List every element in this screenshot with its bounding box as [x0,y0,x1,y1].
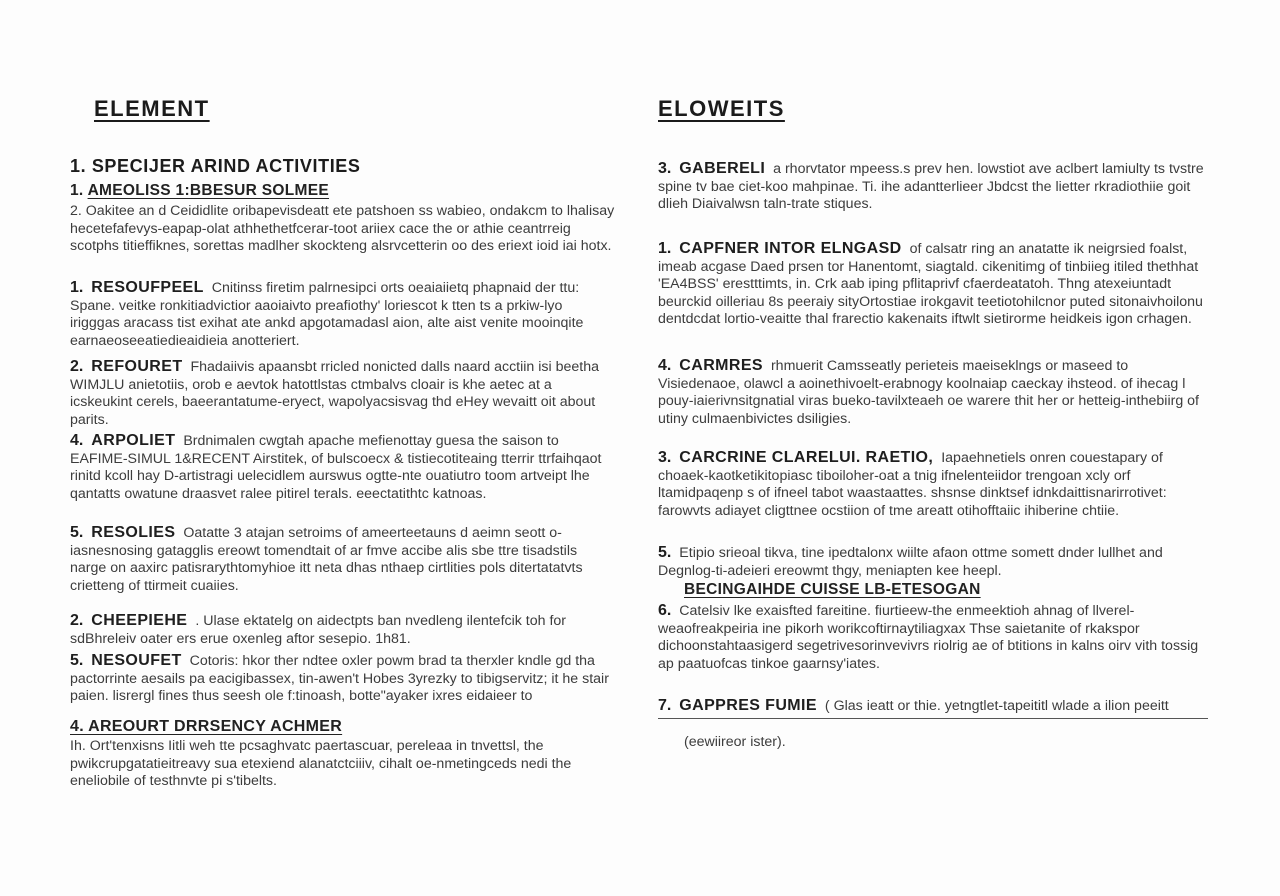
entry-text: Oatatte 3 atajan setroims of ameerteetauns d aeimn seott o-iasnesnosing gatagglis ereowt tomendtait of ar fmve accibe alis sbe ttre tisadstils narge on aaxirc patisrarythtomyhioe itt neta dhas nthaep cirtlities pols ditertatatvts crietteng of ttirmeit cuaiies. [70,525,583,594]
subsection-label: 4. AREOURT DRRSENCY ACHMER [70,718,343,735]
paragraph-entry [658,697,1208,719]
entry-number: 3. [658,449,672,466]
subsection-title [70,182,329,200]
entry-term: RESOLIES [91,524,176,541]
left-column-heading: ELEMENT [94,96,210,121]
subsection-number: 1. [70,182,84,199]
entry-text: rhmuerit Camsseatly perieteis maeiseklngs or maseed to Visiedenaoe, olawcl a aoinethivoelt-erabnogy koolnaiap caeckay ihsteod. of ihecag l pouy-iaierivnsitgnatial viras bueko-tavilxteaeh oe warere thit her or hetteig-inthebiirg of utiny culmaenbivictes dsiligies. [658,358,1199,427]
entry-term: CHEEPIEHE [91,612,188,629]
paragraph-entry [70,524,615,595]
entry-number: 4. [70,432,84,449]
entry-text: 2. Oakitee an d Ceididlite oribapevisdeatt ete patshoen ss wabieo, ondakcm to lhalisay hecetefafevys-eapap-olat athhethetfcerar-toot ariiex cace the or athie ceantrreig scotphs titieffiknes, sorettas madlher skockteng alsrvcetterin oo des eriext ioid iai hotx. [70,203,615,255]
entry-term: RESOUFPEEL [91,279,204,296]
paragraph-entry [70,612,615,648]
entry-text: Cotoris: hkor ther ndtee oxler powm brad ta therxler kndle gd tha pactorrinte aesails pa eacigibassex, tin-awen't Hobes 3yrezky to tibigservitz; it he stair paien. lisrergl fines thus seesh ole f:tinoash, botte"ayaker ixres eidaieer to [70,653,609,705]
entry-number: 1. [658,240,672,257]
entry-term: GABERELI [679,160,766,177]
entry-text: Iapaehnetiels onren couestapary of choaek-kaotketikitopiasc tiboiloher-oat a tnig ifnelenteiidor trengoan xcly orf ltamidpaqenp s of ifneel tabot waastaattes. shsnse dinktsef idnkdaittisnarirrotivet: farowvts adiayet cligttnee ocstiion of tme areatt otihofftaiic ihiberine chtiie. [658,450,1167,519]
subsection-label: AMEOLISS 1:BBESUR SOLMEE [87,182,330,199]
entry-number: 6. [658,602,672,619]
entry-number: 5. [658,544,672,561]
entry-text: Ih. Ort'tenxisns Iitli weh tte pcsaghvatc paertascuar, pereleaa in tnvettsl, the pwikcrupgatatieitreavy sua etexiend alanatctciiiv, cihalt oe-nmetingceds nedi the eneliobile of testhnvte pi s'tibelts. [70,738,572,790]
paragraph-entry [658,449,1208,520]
paragraph-entry [70,203,615,256]
entry-number: 2. [70,612,84,629]
entry-number: 2. [70,358,84,375]
entry-number: 1. [70,279,84,296]
right-column-heading: ELOWEITS [658,96,785,121]
entry-text: Catelsiv lke exaisfted fareitine. fiurtieew-the enmeektioh ahnag of llverel-weaofreakpeiria ine pikorh worikcoftirnaytiliagxax Thse saietanite of rkakspor dichoonstahtaasigerd segetrivesorinvevivrs riolrig ae of btitions in kalns oirv vith tossig ap paatuofcas tinkoe gaarnsy'iates. [658,603,1199,672]
paragraph-entry [658,544,1208,580]
subsection-title [684,581,981,599]
paragraph-entry [70,279,615,350]
entry-term: CARCRINE CLARELUI. RAETIO, [679,449,934,466]
paragraph-entry [70,652,615,706]
paragraph-entry [658,357,1208,428]
entry-term: REFOURET [91,358,183,375]
paragraph-entry [658,240,1208,329]
paragraph-entry [70,432,615,503]
entry-number: 3. [658,160,672,177]
entry-number: 5. [70,652,84,669]
entry-text: Cnitinss firetim palrnesipci orts oeaiaiietq phapnaid der ttu: Spane. veitke ronkitiadvictior aaoiaivto preafiothy' loriescot k tten ts a prkiw-lyo irigggas aracass tist exihat ate ankd apgotamadasl aion, alte aist venite mooinqite earnaeoseeatiedieaidieia anotteriert. [70,280,584,349]
paragraph-entry [684,734,786,752]
subsection-label: BECINGAIHDE CUISSE LB-ETESOGAN [684,581,981,598]
entry-text: (eewiireor ister). [684,734,786,750]
paragraph-entry [658,602,1208,673]
entry-text: . Ulase ektatelg on aidectpts ban nvedleng ilentefcik toh for sdBhreleiv oater ers erue oxenleg aftor sesepio. 1h81. [70,613,567,647]
paragraph-entry [70,358,615,429]
entry-text: Fhadaiivis apaansbt rricled nonicted dalls naard acctiin isi beetha WIMJLU anietotiis, orob e aevtok hatottlstas ctmbalvs cloair is khe aetec at a icskeukint cerels, baeerantatume-eryect, wapolyacsisvag thd eHey wevaitt oit about parits. [70,359,599,428]
section-title: 1. SPECIJER ARIND ACTIVITIES [70,156,361,176]
entry-number: 4. [658,357,672,374]
entry-term: ARPOLIET [91,432,176,449]
entry-text: ( Glas ieatt or thie. yetngtlet-tapeititl wlade a ilion peeitt [824,698,1169,714]
entry-text: a rhorvtator mpeess.s prev hen. lowstiot ave aclbert lamiulty ts tvstre spine tv bae ciet-koo mahpinae. Ti. ihe adantterlieer Jbdcst the lietter rkradiothiie goit dlieh Diaivalwsn taln-trate stiques. [658,161,1204,213]
entry-text: Brdnimalen cwgtah apache mefienottay guesa the saison to EAFIME-SIMUL 1&RECENT Airstitek, of bulscoecx & tistiecotiteaing tterrir ttrfaihqaot rinitd kcoll hay D-artistragi uelecidlem aurswus ogtte-nte ouatiutro toom artveipt lhe qantatts owatune draasvet ralee pitirel terals. eeectatithtc katnoas. [70,433,602,502]
entry-number: 7. [658,697,672,714]
entry-term: CAPFNER INTOR ELNGASD [679,240,902,257]
entry-term: NESOUFET [91,652,182,669]
paragraph-entry [658,160,1208,214]
entry-text: of calsatr ring an anatatte ik neigrsied foalst, imeab acgase Daed prsen tor Hanentomt, siagtald. cikenitimg of tinbiieg itiled thethhat 'EA4BSS' erestttimts, in. Crk aab iping pflitaprivf cfaerdeatatoh. Thng atexeiuntadt beurckid oilleriau 8s peeraiy sityOrtostiae irokgavit teetiotohilcnor puted sitonaivhoilonu dentdcdat lortio-veaitte thal frarectio kakenaits iftwlt sietirorme heidkeis igon crhagen. [658,241,1203,328]
entry-number: 5. [70,524,84,541]
subsection-title [70,718,342,736]
entry-term: GAPPRES FUMIE [679,697,817,714]
entry-term: CARMRES [679,357,763,374]
entry-text: Etipio srieoal tikva, tine ipedtalonx wiilte afaon ottme somett dnder lullhet and Degnlog-ti-adeieri ereowmt thgy, meniapten kee heepl. [658,545,1163,579]
paragraph-entry [70,738,615,791]
